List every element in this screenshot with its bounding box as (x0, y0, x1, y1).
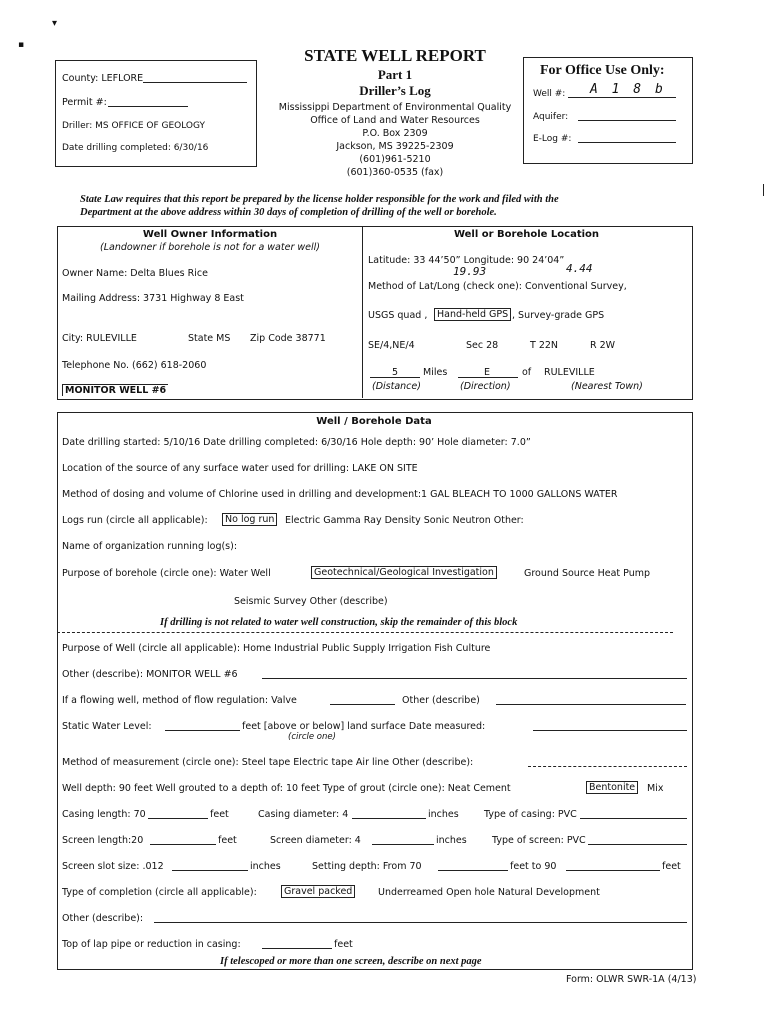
driller-field: Driller: MS OFFICE OF GEOLOGY (62, 121, 206, 131)
aquifer-label: Aquifer: (533, 112, 569, 122)
other-describe: Other (describe): MONITOR WELL #6 (62, 669, 238, 680)
flowing-other: Other (describe) (402, 695, 480, 706)
screen-diameter-unit: inches (436, 835, 467, 846)
agency-line: (601)961-5210 (359, 154, 431, 165)
setting-to: feet to 90 (510, 861, 557, 872)
owner-heading: Well Owner Information (142, 229, 278, 240)
scan-mark: ▪ (18, 40, 25, 50)
elog-underline (578, 142, 676, 143)
circle-one-caption: (circle one) (288, 732, 336, 742)
form-part: Part 1 (377, 67, 413, 82)
form-id: Form: OLWR SWR-1A (4/13) (566, 974, 697, 985)
static-underline (165, 730, 240, 731)
setting-to-underline (566, 870, 660, 871)
well-depth-grout: Well depth: 90 feet Well grouted to a depth of: 10 feet Type of grout (circle one): Neat Cement (62, 783, 511, 794)
screen-type: Type of screen: PVC (492, 835, 586, 846)
range: R 2W (590, 340, 616, 351)
scan-mark: ▾ (52, 18, 58, 29)
screen-diameter-underline (372, 844, 434, 845)
logs-selected: No log run (222, 513, 277, 526)
direction-value: E (484, 367, 491, 378)
flowing-other-underline (496, 704, 686, 705)
valve-underline (330, 704, 395, 705)
screen-type-underline (588, 844, 687, 845)
log-organization: Name of organization running log(s): (62, 541, 238, 552)
casing-diameter-unit: inches (428, 809, 459, 820)
handwritten-long: 4.44 (566, 262, 593, 275)
nearest-town-caption: (Nearest Town) (571, 381, 643, 392)
casing-type: Type of casing: PVC (484, 809, 577, 820)
grout-selected: Bentonite (586, 781, 638, 794)
well-number-value: A 1 8 b (590, 82, 666, 97)
scan-mark (763, 184, 764, 196)
setting-depth: Setting depth: From 70 (312, 861, 422, 872)
owner-zip: Zip Code 38771 (250, 333, 326, 344)
borehole-purpose-label: Purpose of borehole (circle one): Water Well (62, 568, 271, 579)
logs-run-label: Logs run (circle all applicable): (62, 515, 208, 526)
screen-slot-size: Screen slot size: .012 (62, 861, 164, 872)
owner-subheading: (Landowner if borehole is not for a water well) (100, 242, 320, 253)
distance-value: 5 (392, 367, 399, 378)
casing-length: Casing length: 70 (62, 809, 146, 820)
setting-from-underline (438, 870, 508, 871)
of-label: of (522, 367, 532, 378)
completion-options: Underreamed Open hole Natural Development (378, 887, 600, 898)
chlorine-method: Method of dosing and volume of Chlorine used in drilling and development:1 GAL BLEACH TO 1000 GALLONS WATER (62, 489, 618, 500)
owner-address: Mailing Address: 3731 Highway 8 East (62, 293, 244, 304)
borehole-purpose-selected: Geotechnical/Geological Investigation (311, 566, 497, 579)
county-underline (143, 82, 247, 83)
monitor-well-label: MONITOR WELL #6 (62, 384, 168, 396)
owner-phone: Telephone No. (662) 618-2060 (62, 360, 207, 371)
lap-unit: feet (334, 939, 353, 950)
owner-city: City: RULEVILLE (62, 333, 137, 344)
quarter-section: SE/4,NE/4 (368, 340, 415, 351)
agency-line: Mississippi Department of Environmental Quality (278, 102, 512, 113)
casing-diameter: Casing diameter: 4 (258, 809, 349, 820)
usgs-quad-option: USGS quad , (368, 310, 428, 321)
agency-line: P.O. Box 2309 (362, 128, 428, 139)
skip-notice: If drilling is not related to water well construction, skip the remainder of this block (160, 617, 518, 628)
township: T 22N (530, 340, 559, 351)
date-measured-underline (533, 730, 687, 731)
screen-diameter: Screen diameter: 4 (270, 835, 361, 846)
lap-pipe: Top of lap pipe or reduction in casing: (62, 939, 241, 950)
elog-label: E-Log #: (533, 134, 572, 144)
measurement-method: Method of measurement (circle one): Steel tape Electric tape Air line Other (describe): (62, 757, 474, 768)
telescoped-notice: If telescoped or more than one screen, describe on next page (220, 956, 482, 967)
lap-underline (262, 948, 332, 949)
agency-line: (601)360-0535 (fax) (346, 167, 444, 178)
casing-type-underline (580, 818, 687, 819)
setting-feet-unit: feet (662, 861, 681, 872)
state-law-notice-2: Department at the above address within 30 days of completion of drilling of the well or borehole. (80, 207, 497, 218)
agency-line: Jackson, MS 39225-2309 (336, 141, 454, 152)
well-number-underline (568, 97, 676, 98)
owner-state: State MS (188, 333, 231, 344)
completion-label: Type of completion (circle all applicable): (62, 887, 257, 898)
location-heading: Well or Borehole Location (453, 229, 600, 240)
survey-gps-option: , Survey-grade GPS (512, 310, 605, 321)
office-use-title: For Office Use Only: (540, 63, 665, 78)
grout-mix: Mix (647, 783, 664, 794)
section: Sec 28 (466, 340, 499, 351)
owner-name: Owner Name: Delta Blues Rice (62, 268, 208, 279)
logs-options: Electric Gamma Ray Density Sonic Neutron Other: (285, 515, 524, 526)
form-title: STATE WELL REPORT (304, 46, 486, 65)
permit-field: Permit #: (62, 97, 107, 108)
well-purpose: Purpose of Well (circle all applicable): Home Industrial Public Supply Irrigation Fish Culture (62, 643, 491, 654)
direction-caption: (Direction) (460, 381, 511, 392)
screen-length-underline (150, 844, 216, 845)
owner-location-divider (362, 226, 363, 398)
distance-caption: (Distance) (372, 381, 421, 392)
well-number-label: Well #: (533, 89, 566, 99)
well-data-heading: Well / Borehole Data (316, 416, 432, 427)
borehole-purpose-rest: Ground Source Heat Pump (524, 568, 651, 579)
static-water-label: Static Water Level: (62, 721, 152, 732)
completion-selected: Gravel packed (281, 885, 355, 898)
screen-length: Screen length:20 (62, 835, 144, 846)
water-source: Location of the source of any surface water used for drilling: LAKE ON SITE (62, 463, 418, 474)
latlong-method: Method of Lat/Long (check one): Conventional Survey, (368, 281, 627, 292)
miles-label: Miles (423, 367, 448, 378)
skip-divider (57, 632, 673, 633)
county-field: County: LEFLORE (62, 73, 144, 84)
other-describe-2: Other (describe): (62, 913, 144, 924)
seismic-options: Seismic Survey Other (describe) (234, 596, 388, 607)
latlong: Latitude: 33 44’50” Longitude: 90 24’04” (368, 255, 565, 266)
date-completed-field: Date drilling completed: 6/30/16 (62, 143, 209, 153)
screen-length-unit: feet (218, 835, 237, 846)
agency-line: Office of Land and Water Resources (310, 115, 480, 126)
nearest-town-value: RULEVILLE (544, 367, 595, 378)
drilling-dates: Date drilling started: 5/10/16 Date drilling completed: 6/30/16 Hole depth: 90’ Hole diameter: 7.0” (62, 437, 531, 448)
measurement-underline (528, 766, 687, 767)
static-water-mid: feet [above or below] land surface Date measured: (242, 721, 486, 732)
permit-underline (108, 106, 188, 107)
casing-length-underline (148, 818, 208, 819)
other2-underline (154, 922, 687, 923)
state-law-notice: State Law requires that this report be prepared by the license holder responsible for the work and filed with the (80, 194, 559, 205)
handwritten-lat: 19.93 (453, 265, 487, 278)
form-subtitle: Driller’s Log (359, 83, 431, 98)
slot-unit: inches (250, 861, 281, 872)
flowing-well: If a flowing well, method of flow regulation: Valve (62, 695, 297, 706)
casing-diameter-underline (352, 818, 426, 819)
other-underline (262, 678, 687, 679)
handheld-gps-option: Hand-held GPS (434, 308, 511, 321)
casing-length-unit: feet (210, 809, 229, 820)
aquifer-underline (578, 120, 676, 121)
slot-underline (172, 870, 248, 871)
